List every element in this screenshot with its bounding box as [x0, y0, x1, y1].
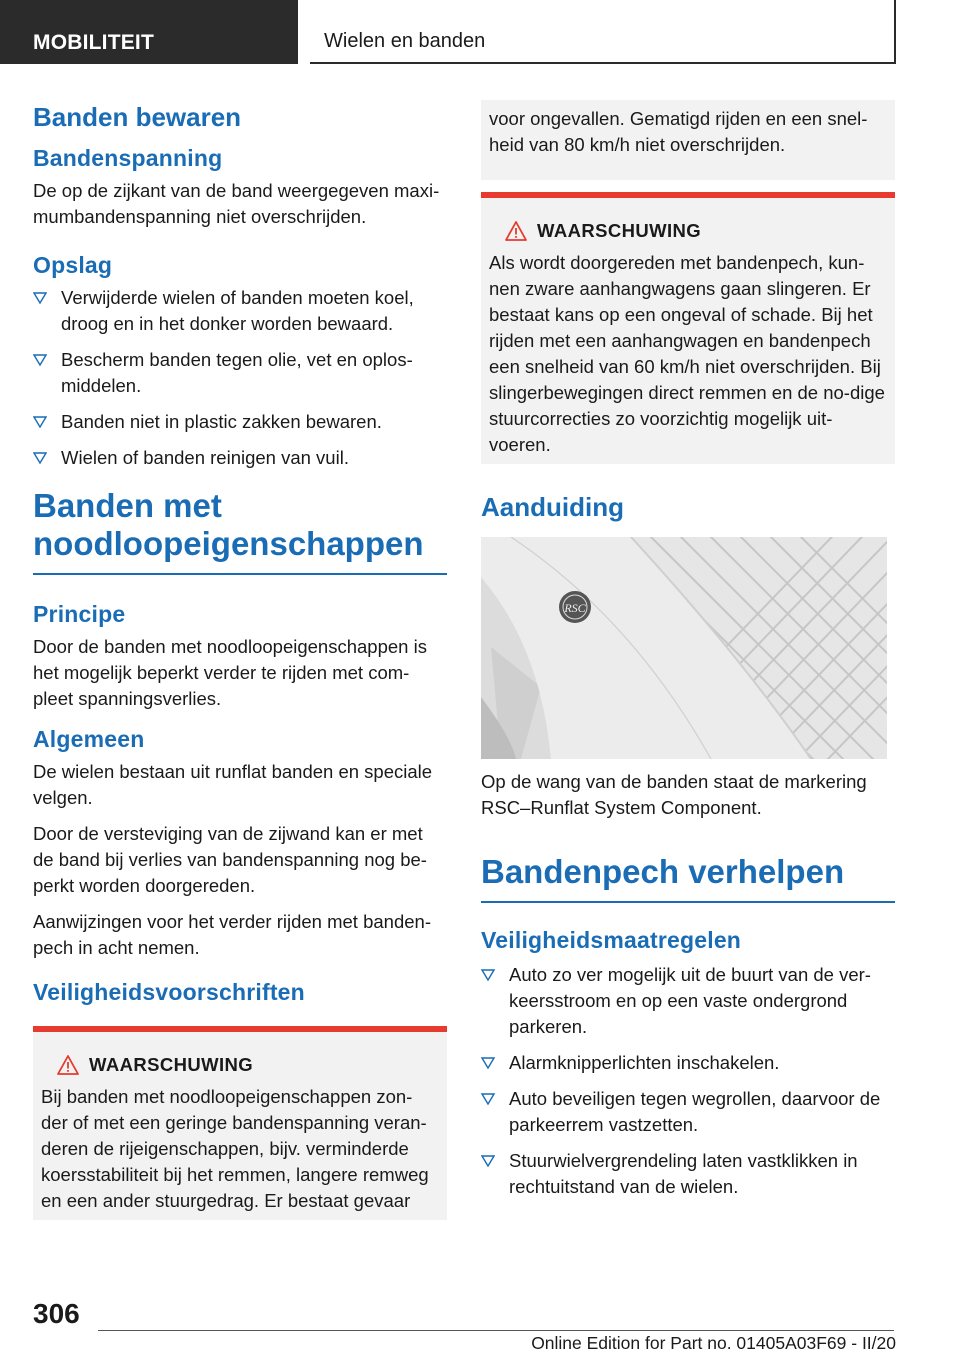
- right-column: [481, 100, 895, 1210]
- list-item: Bescherm banden tegen olie, vet en oplos-middelen.: [33, 347, 447, 399]
- triangle-bullet-icon: [481, 1056, 495, 1070]
- heading-aanduiding: Aanduiding: [481, 492, 624, 522]
- triangle-bullet-icon: [481, 968, 495, 982]
- heading-opslag: Opslag: [33, 252, 113, 278]
- warning-title: WAARSCHUWING: [489, 220, 887, 242]
- triangle-bullet-icon: [33, 353, 47, 367]
- list-veiligheidsmaatregelen: [481, 962, 895, 1200]
- list-item: Banden niet in plastic zakken bewaren.: [33, 409, 447, 435]
- heading-bandenpech-verhelpen: Bandenpech verhelpen: [481, 853, 895, 903]
- warning-box-runflat: [33, 1026, 447, 1220]
- text-principe: Door de banden met noodloopeigenschappen is het mogelijk beperkt verder te rijden met com-pleet spanningsverlies.: [33, 636, 427, 709]
- triangle-bullet-icon: [481, 1154, 495, 1168]
- rsc-marking: [559, 591, 591, 623]
- warning-triangle-icon: [505, 221, 527, 241]
- text-bandenspanning: De op de zijkant van de band weergegeven maxi-mumbandenspanning niet overschrijden.: [33, 180, 440, 227]
- warning-triangle-icon: [57, 1055, 79, 1075]
- list-item: Wielen of banden reinigen van vuil.: [33, 445, 447, 471]
- list-item: Stuurwielvergrendeling laten vastklikken in rechtuitstand van de wielen.: [481, 1148, 895, 1200]
- heading-veiligheidsvoorschriften: Veiligheidsvoorschriften: [33, 979, 305, 1005]
- header-section-tab: MOBILITEIT: [0, 0, 298, 64]
- triangle-bullet-icon: [33, 415, 47, 429]
- triangle-bullet-icon: [33, 451, 47, 465]
- warning-text: Bij banden met noodloopeigenschappen zon-der of met een geringe bandenspanning veran-deren de rijeigenschappen, bijv. verminderde koersstabiliteit bij het remmen, langere remweg en een ander stuurgedrag. Er bestaat gevaar: [41, 1086, 429, 1211]
- list-item: Verwijderde wielen of banden moeten koel, droog en in het donker worden bewaard.: [33, 285, 447, 337]
- text-aanduiding: Op de wang van de banden staat de markering RSC–Runflat System Component.: [481, 771, 867, 818]
- footer-rule: [98, 1330, 894, 1331]
- page-number: 306: [33, 1298, 80, 1329]
- heading-veiligheidsmaatregelen: Veiligheidsmaatregelen: [481, 927, 742, 953]
- heading-bandenspanning: Bandenspanning: [33, 145, 223, 171]
- list-opslag: [33, 285, 447, 471]
- heading-algemeen: Algemeen: [33, 726, 145, 752]
- footer-edition: Online Edition for Part no. 01405A03F69 - II/20: [531, 1333, 896, 1353]
- tire-rsc-image: [481, 537, 887, 759]
- header-chapter-title: Wielen en banden: [310, 0, 896, 64]
- text-algemeen-2: Door de versteviging van de zijwand kan er met de band bij verlies van bandenspanning nog be-perkt worden doorgereden.: [33, 823, 427, 896]
- list-item: Auto zo ver mogelijk uit de buurt van de ver-keersstroom en op een vaste ondergrond parkeren.: [481, 962, 895, 1040]
- triangle-bullet-icon: [481, 1092, 495, 1106]
- heading-banden-bewaren: Banden bewaren: [33, 102, 242, 132]
- list-item: Alarmknipperlichten inschakelen.: [481, 1050, 895, 1076]
- warning-text: Als wordt doorgereden met bandenpech, kun-nen zware aanhangwagens gaan slingeren. Er bestaat kans op een ongeval of schade. Bij het rijden met een aanhangwagen en bandenpech een snelheid van 60 km/h niet overschrijden. Bij slingerbewegingen direct remmen en de no-dige stuurcorrecties zo voorzichtig mogelijk uit-voeren.: [489, 252, 885, 455]
- left-column: [33, 100, 447, 1220]
- heading-runflat: Banden met noodloopeigenschappen: [33, 487, 447, 575]
- svg-text:RSC: RSC: [564, 601, 586, 615]
- heading-principe: Principe: [33, 601, 126, 627]
- list-item: Auto beveiligen tegen wegrollen, daarvoor de parkeerrem vastzetten.: [481, 1086, 895, 1138]
- warning-box-trailer: [481, 192, 895, 464]
- warning-text-continued: voor ongevallen. Gematigd rijden en een snel-heid van 80 km/h niet overschrijden.: [489, 108, 868, 155]
- tire-sidewall-illustration: [481, 537, 887, 759]
- warning-title: WAARSCHUWING: [41, 1054, 439, 1076]
- text-algemeen-3: Aanwijzingen voor het verder rijden met banden-pech in acht nemen.: [33, 911, 431, 958]
- text-algemeen-1: De wielen bestaan uit runflat banden en speciale velgen.: [33, 761, 433, 808]
- warning-box-continued: [481, 100, 895, 180]
- triangle-bullet-icon: [33, 291, 47, 305]
